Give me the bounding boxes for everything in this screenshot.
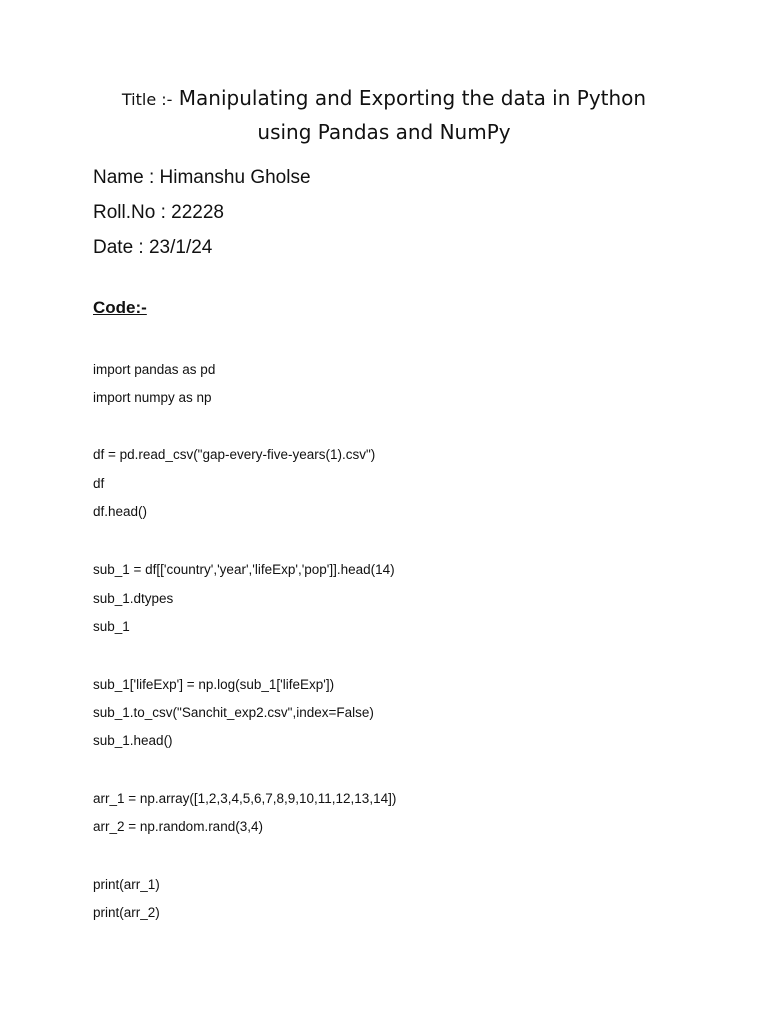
code-line: sub_1.to_csv("Sanchit_exp2.csv",index=False)	[93, 705, 374, 720]
student-name: Name : Himanshu Gholse	[93, 167, 311, 188]
code-line: df = pd.read_csv("gap-every-five-years(1).csv")	[93, 447, 376, 462]
code-line: arr_1 = np.array([1,2,3,4,5,6,7,8,9,10,11,12,13,14])	[93, 791, 397, 806]
roll-number: Roll.No : 22228	[93, 202, 224, 223]
code-line: print(arr_2)	[93, 905, 160, 920]
date: Date : 23/1/24	[93, 237, 213, 258]
code-line: arr_2 = np.random.rand(3,4)	[93, 819, 263, 834]
code-line: print(arr_1)	[93, 877, 160, 892]
title-text-line-1: Manipulating and Exporting the data in Python	[178, 86, 647, 110]
code-line: sub_1.head()	[93, 733, 173, 748]
document-title-line-1	[0, 86, 768, 110]
code-heading: Code:-	[93, 298, 147, 317]
code-line: df	[93, 476, 105, 491]
code-line: sub_1['lifeExp'] = np.log(sub_1['lifeExp'])	[93, 677, 335, 692]
code-line: sub_1 = df[['country','year','lifeExp','pop']].head(14)	[93, 562, 395, 577]
title-prefix: Title :-	[121, 90, 173, 109]
code-line: df.head()	[93, 504, 148, 519]
document-title-line-2: using Pandas and NumPy	[257, 120, 511, 144]
code-line: sub_1	[93, 619, 130, 634]
code-line: import numpy as np	[93, 390, 212, 405]
code-line: import pandas as pd	[93, 362, 216, 377]
code-line: sub_1.dtypes	[93, 591, 174, 606]
